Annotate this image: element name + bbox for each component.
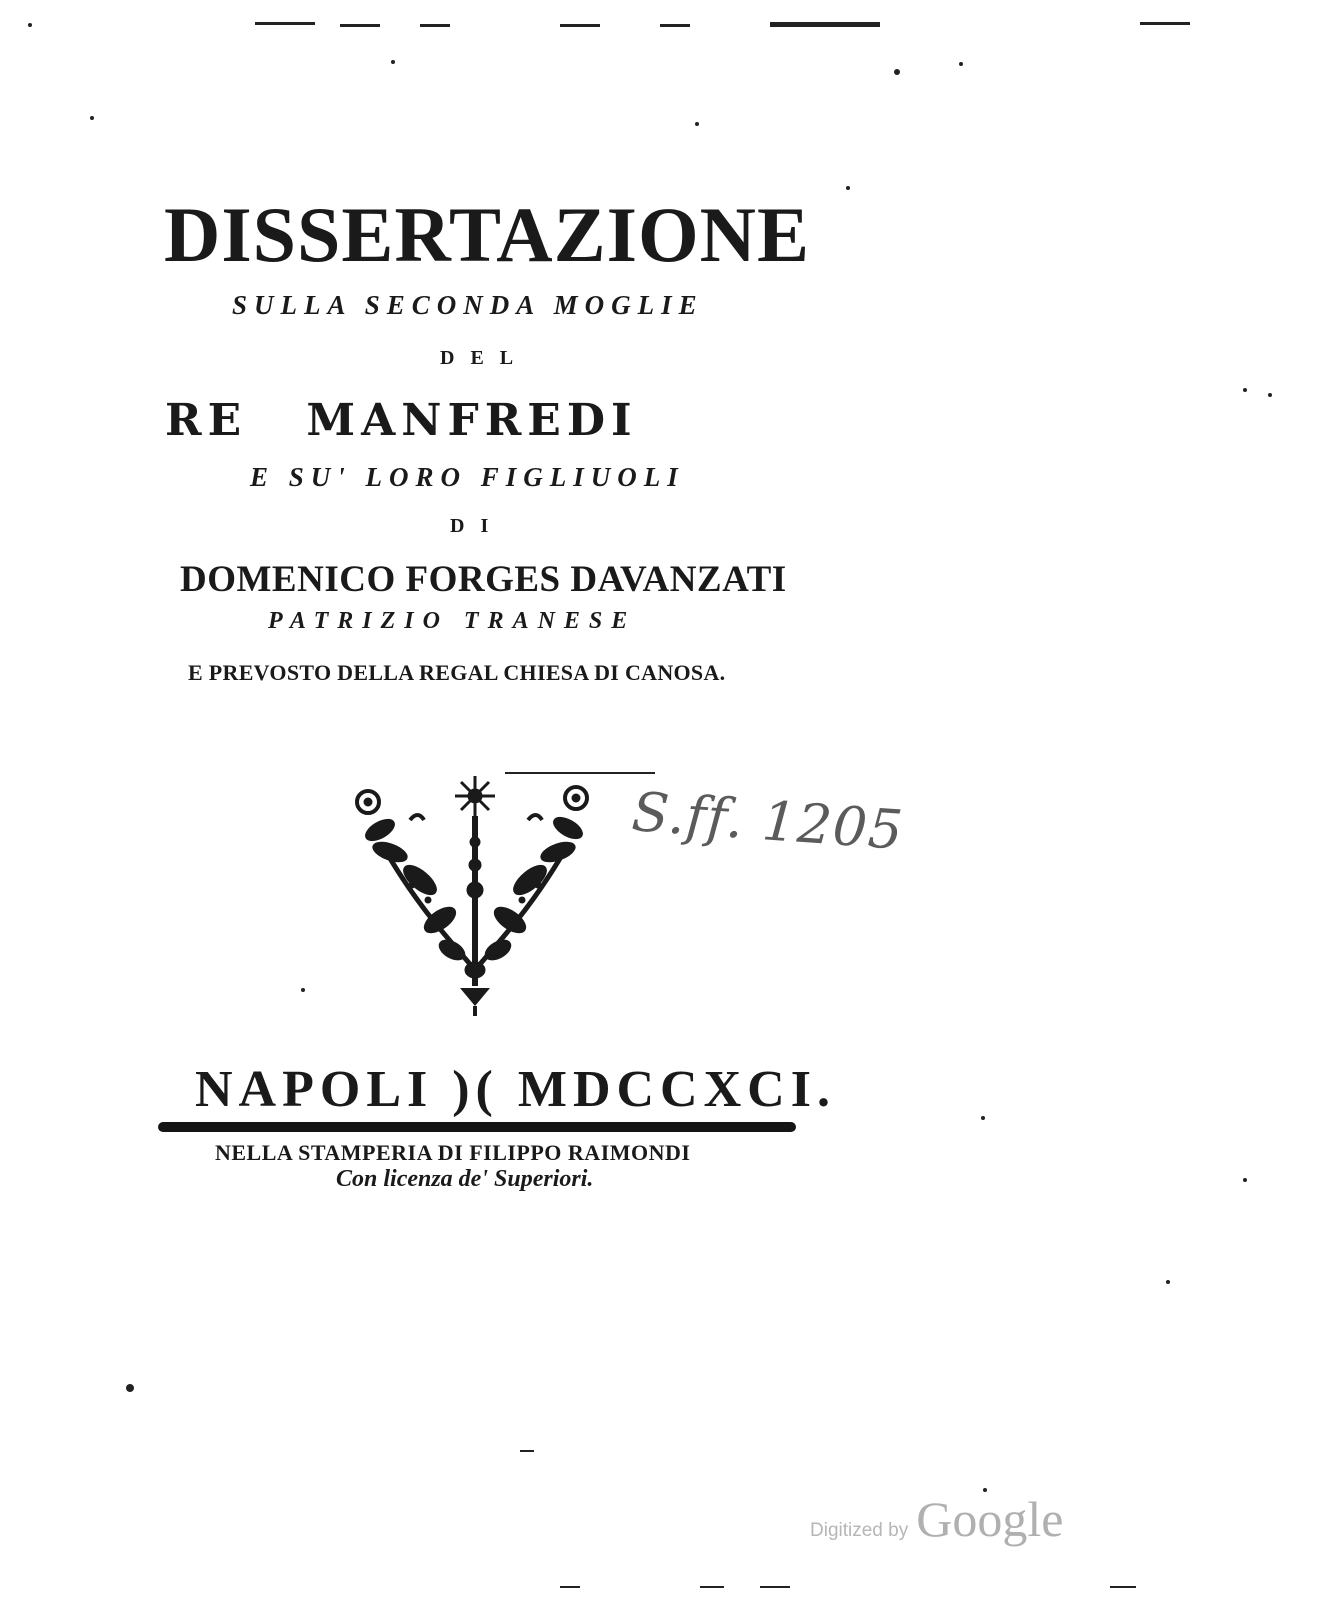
connector-del: DEL	[440, 347, 530, 369]
connector-di: DI	[450, 515, 505, 537]
subtitle-line-2: E SU' LORO FIGLIUOLI	[250, 462, 685, 492]
king-name: RE MANFREDI	[165, 395, 638, 446]
imprint-place-date: NAPOLI )( MDCCXCI.	[195, 1061, 836, 1118]
floral-vignette-icon	[340, 770, 610, 1020]
author-office: E PREVOSTO DELLA REGAL CHIESA DI CANOSA.	[188, 660, 726, 685]
imprint-printer: NELLA STAMPERIA DI FILIPPO RAIMONDI	[215, 1140, 691, 1165]
book-title: DISSERTAZIONE	[163, 191, 811, 278]
digitized-watermark	[810, 1490, 1063, 1548]
subtitle-line-1: SULLA SECONDA MOGLIE	[232, 290, 704, 320]
google-logo: Google	[916, 1491, 1064, 1547]
handwritten-shelfmark: S.ff. 1205	[629, 780, 906, 862]
author-name: DOMENICO FORGES DAVANZATI	[180, 559, 787, 600]
watermark-prefix: Digitized by	[810, 1520, 909, 1541]
imprint-rule	[158, 1122, 796, 1132]
imprint-licence: Con licenza de' Superiori.	[336, 1166, 594, 1192]
author-title: PATRIZIO TRANESE	[268, 608, 637, 634]
